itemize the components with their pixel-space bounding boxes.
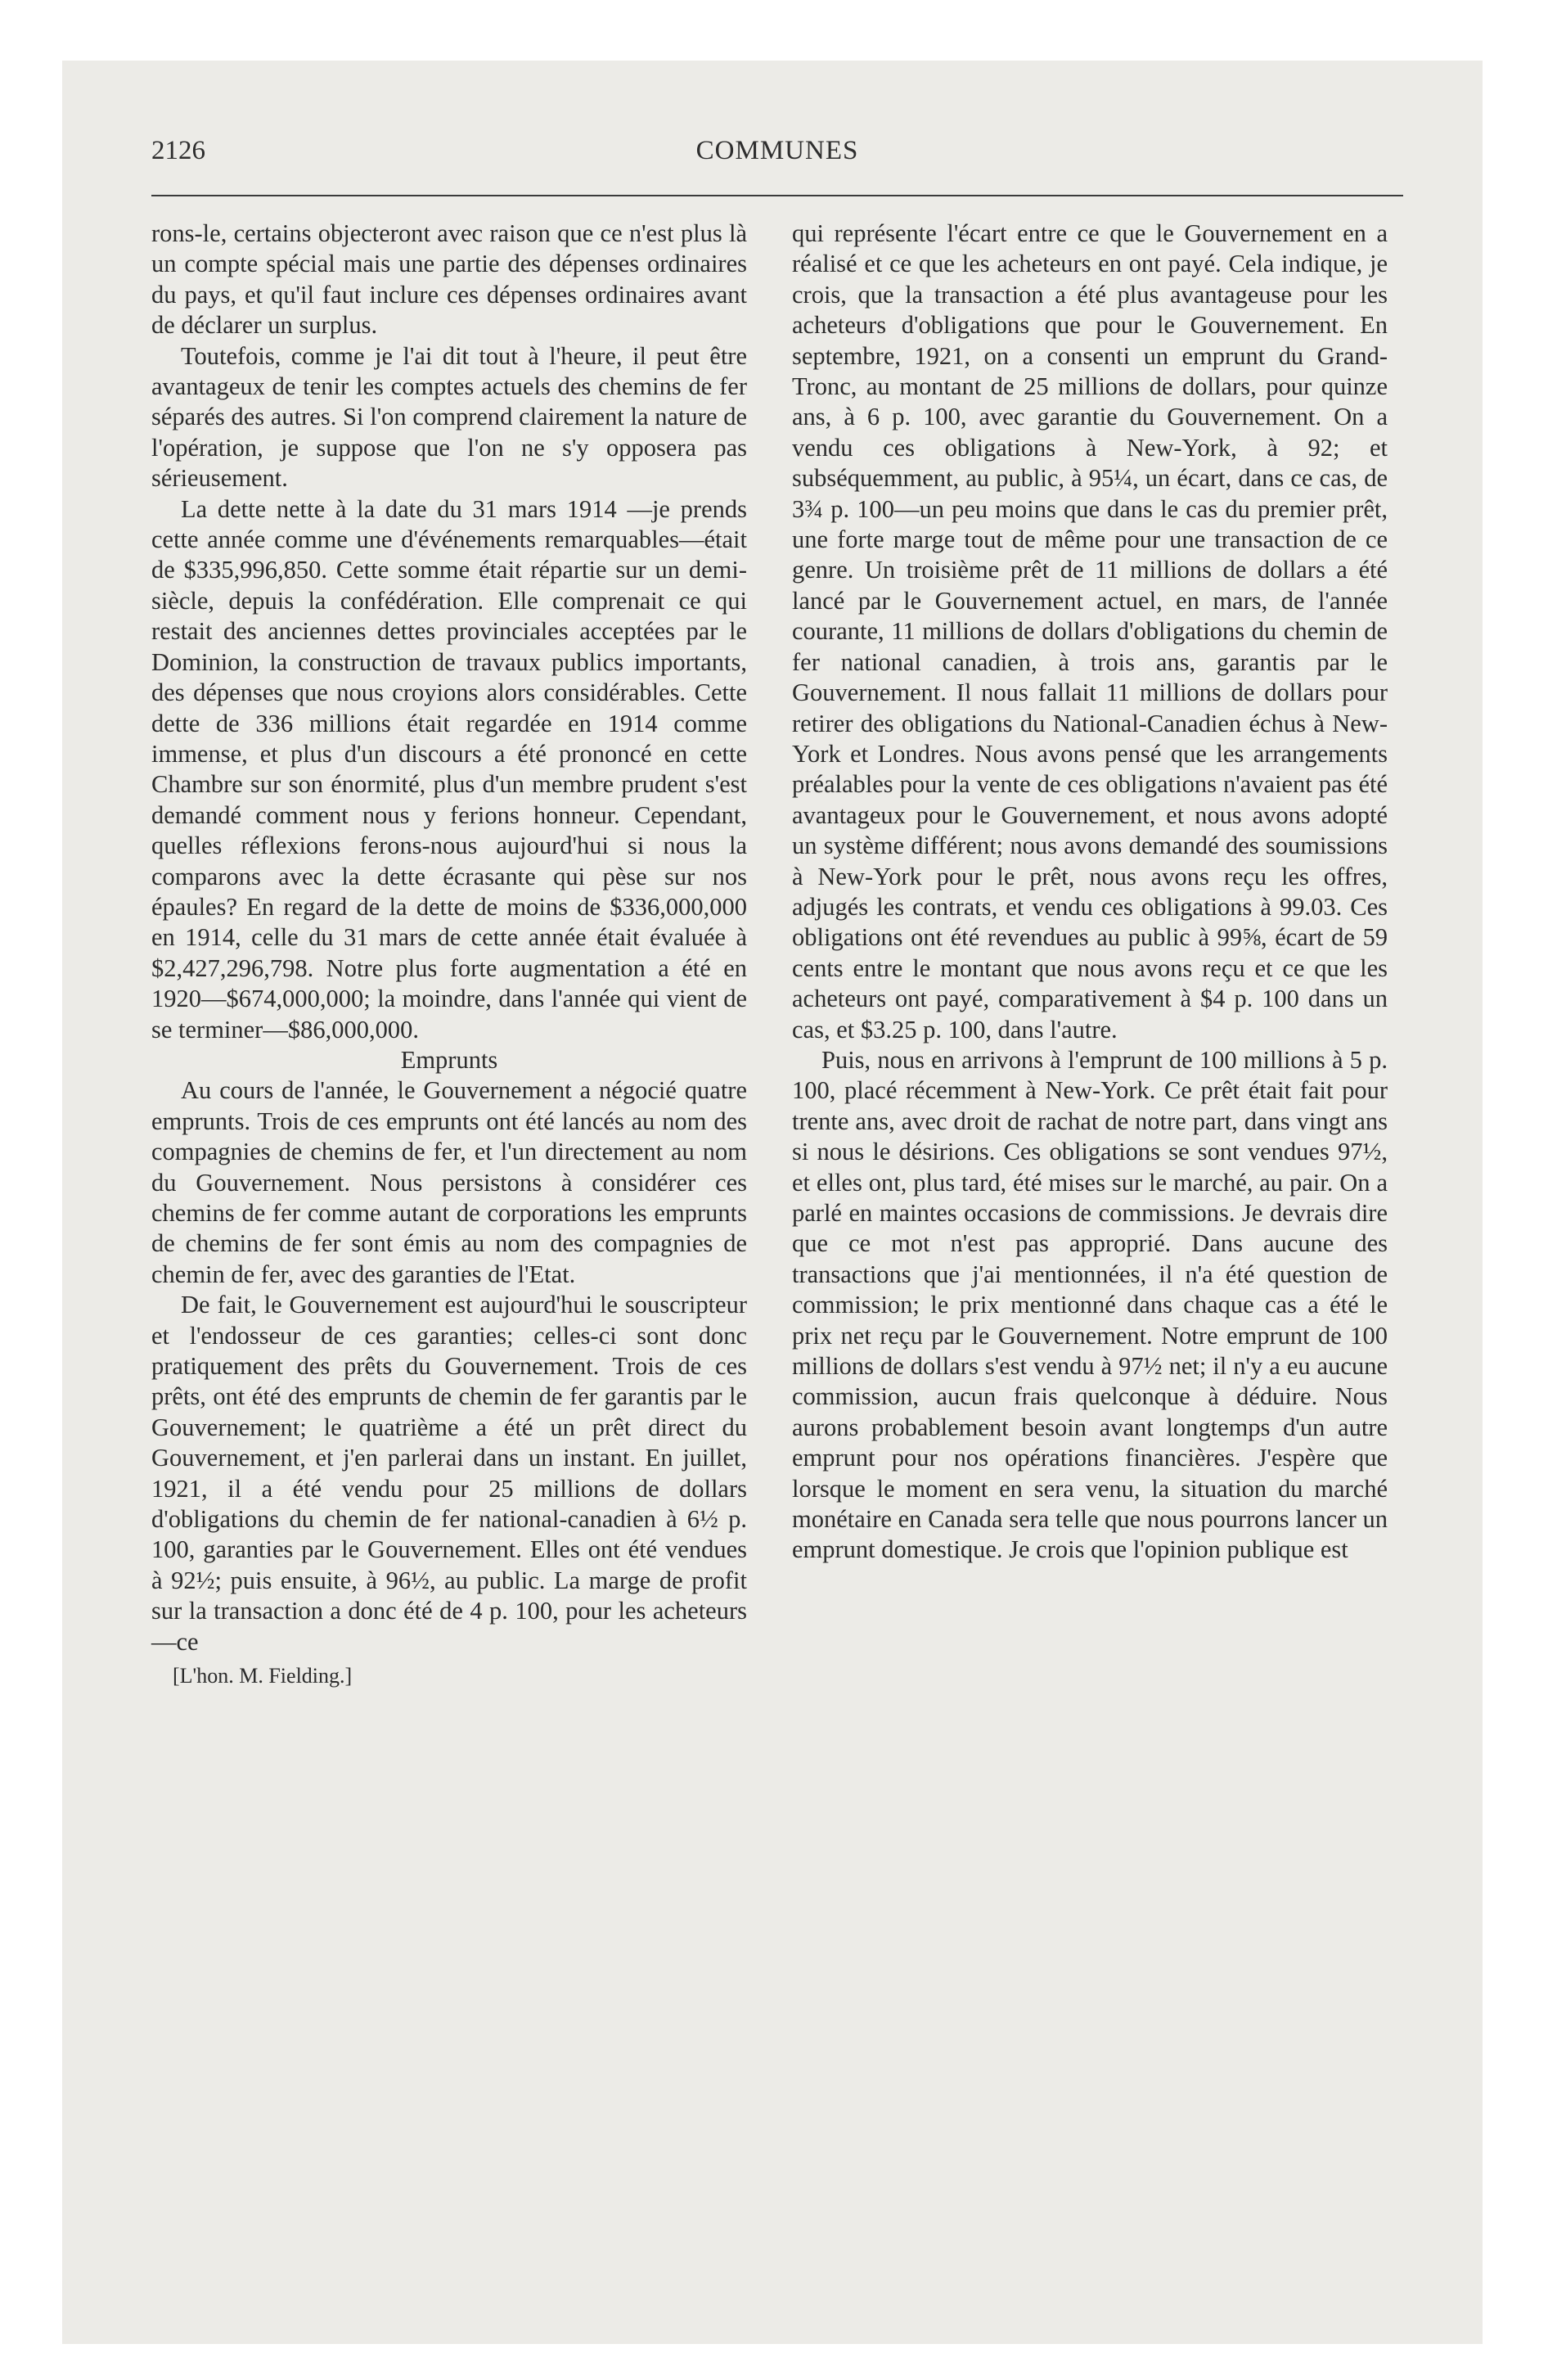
paragraph: Puis, nous en arrivons à l'emprunt de 100 millions à 5 p. 100, placé récemment à New-York. Ce prêt était fait pour trente ans, avec droit de rachat de notre part, dans vingt ans si nous le désirions. Ces obligations se sont vendues 97½, et elles ont, plus tard, été mises sur le marché, au pair. On a parlé en maintes occasions de commissions. Je devrais dire que ce mot n'est pas approprié. Dans aucune des transactions que j'ai mentionnées, il n'a été question de commission; le prix mentionné dans chaque cas a été le prix net reçu par le Gouvernement. Notre emprunt de 100 millions de dollars s'est vendu à 97½ net; il n'y a eu aucune commission, aucun frais quelconque à déduire. Nous aurons probablement besoin avant longtemps d'un autre emprunt pour nos opérations financières. J'espère que lorsque le moment en sera venu, la situation du marché monétaire en Canada sera telle que nous pourrons lancer un emprunt domestique. Je crois que l'opinion publique est bbox=[792, 1045, 1388, 1564]
paragraph: La dette nette à la date du 31 mars 1914 —je prends cette année comme une d'événements remarquables—était de $335,996,850. Cette somme était répartie sur un demi-siècle, depuis la confédération. Elle comprenait ce qui restait des anciennes dettes provinciales acceptées par le Dominion, la construction de travaux publics importants, des dépenses que nous croyions alors considérables. Cette dette de 336 millions était regardée en 1914 comme immense, et plus d'un discours a été prononcé en cette Chambre sur son énormité, plus d'un membre prudent s'est demandé comment nous y ferions honneur. Cependant, quelles réflexions ferons-nous aujourd'hui si nous la comparons avec la dette écrasante qui pèse sur nos épaules? En regard de la dette de moins de $336,000,000 en 1914, celle du 31 mars de cette année était évaluée à $2,427,296,798. Notre plus forte augmentation a été en 1920—$674,000,000; la moindre, dans l'année qui vient de se terminer—$86,000,000. bbox=[151, 494, 747, 1044]
paragraph: rons-le, certains objecteront avec raison que ce n'est plus là un compte spécial mais une partie des dépenses ordinaires du pays, et qu'il faut inclure ces dépenses ordinaires avant de déclarer un surplus. bbox=[151, 219, 747, 340]
running-header bbox=[151, 136, 1403, 177]
paragraph: Au cours de l'année, le Gouvernement a négocié quatre emprunts. Trois de ces emprunts ont été lancés au nom des compagnies de chemins de fer, et l'un directement au nom du Gouvernement. Nous persistons à considérer ces chemins de fer comme autant de corporations les emprunts de chemins de fer sont émis au nom des compagnies de chemin de fer, avec des garanties de l'Etat. bbox=[151, 1076, 747, 1288]
speaker-reference: [L'hon. M. Fielding.] bbox=[173, 1664, 353, 1688]
paragraph: De fait, le Gouvernement est aujourd'hui le souscripteur et l'endosseur de ces garanties; celles-ci sont donc pratiquement des prêts du Gouvernement. Trois de ces prêts, ont été des emprunts de chemin de fer garantis par le Gouvernement; le quatrième a été un prêt direct du Gouvernement, et j'en parlerai dans un instant. En juillet, 1921, il a été vendu pour 25 millions de dollars d'obligations du chemin de fer national-canadien à 6½ p. 100, garanties par le Gouvernement. Elles ont été vendues à 92½; puis ensuite, à 96½, au public. La marge de profit sur la transaction a donc été de 4 p. 100, pour les acheteurs—ce bbox=[151, 1291, 747, 1656]
paragraph: qui représente l'écart entre ce que le Gouvernement en a réalisé et ce que les acheteurs en ont payé. Cela indique, je crois, que la transaction a été plus avantageuse pour les acheteurs d'obligations que pour le Gouvernement. En septembre, 1921, on a consenti un emprunt du Grand-Tronc, au montant de 25 millions de dollars, pour quinze ans, à 6 p. 100, avec garantie du Gouvernement. On a vendu ces obligations à New-York, à 92; et subséquemment, au public, à 95¼, un écart, dans ce cas, de 3¾ p. 100—un peu moins que dans le cas du premier prêt, une forte marge tout de même pour une transaction de ce genre. Un troisième prêt de 11 millions de dollars a été lancé par le Gouvernement actuel, en mars, de l'année courante, 11 millions de dollars d'obligations du chemin de fer national canadien, à trois ans, garantis par le Gouvernement. Il nous fallait 11 millions de dollars pour retirer des obligations du National-Canadien échus à New-York et Londres. Nous avons pensé que les arrangements préalables pour la vente de ces obligations n'avaient pas été avantageux pour le Gouvernement, et nous avons adopté un système différent; nous avons demandé des soumissions à New-York pour le prêt, nous avons reçu les offres, adjugés les contrats, et vendu ces obligations à 99.03. Ces obligations ont été revendues au public à 99⅝, écart de 59 cents entre le montant que nous avons reçu et ce que les acheteurs ont payé, comparativement à $4 p. 100 dans un cas, et $3.25 p. 100, dans l'autre. bbox=[792, 219, 1388, 1044]
right-column bbox=[792, 219, 1388, 1566]
paragraph: Toutefois, comme je l'ai dit tout à l'heure, il peut être avantageux de tenir les comptes actuels des chemins de fer séparés des autres. Si l'on comprend clairement la nature de l'opération, je suppose que l'on ne s'y opposera pas sérieusement. bbox=[151, 341, 747, 493]
page-title: COMMUNES bbox=[695, 136, 859, 165]
page-number: 2126 bbox=[151, 136, 205, 165]
section-heading: Emprunts bbox=[400, 1045, 498, 1074]
left-column bbox=[151, 219, 747, 1688]
header-rule bbox=[151, 195, 1403, 196]
